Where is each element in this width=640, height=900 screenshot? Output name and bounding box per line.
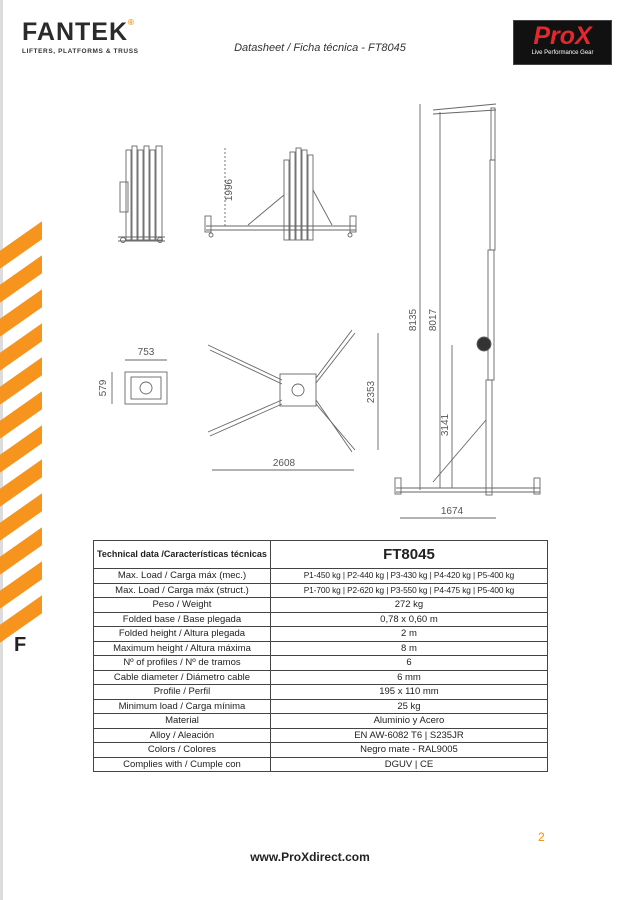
dim-folded-depth: 579 [98, 379, 109, 397]
row-value: 2 m [270, 627, 547, 642]
folded-front-view [118, 146, 165, 243]
row-label: Nº of profiles / Nº de tramos [94, 656, 271, 671]
table-row [94, 569, 548, 584]
row-value: 6 mm [270, 670, 547, 685]
dim-min-height: 3141 [440, 413, 451, 437]
dim-max-height: 8017 [428, 308, 439, 332]
row-value: P1-700 kg | P2-620 kg | P3-550 kg | P4-475 kg | P5-400 kg [270, 583, 547, 598]
row-value: Aluminio y Acero [270, 714, 547, 729]
table-row [94, 641, 548, 656]
table-row [94, 743, 548, 758]
section-letter: F [14, 634, 27, 656]
table-header-label: Technical data /Características técnicas [94, 541, 271, 569]
row-label: Material [94, 714, 271, 729]
row-value: EN AW-6082 T6 | S235JR [270, 728, 547, 743]
table-row [94, 757, 548, 772]
brand-tagline: LIFTERS, PLATFORMS & TRUSS [22, 48, 139, 55]
table-row [94, 583, 548, 598]
table-row [94, 699, 548, 714]
row-value: Negro mate - RAL9005 [270, 743, 547, 758]
spec-table [93, 540, 548, 772]
table-header-row [94, 541, 548, 569]
table-row [94, 656, 548, 671]
row-value: 272 kg [270, 598, 547, 613]
page-number: 2 [538, 830, 545, 844]
prox-logo-text: ProX [533, 22, 592, 50]
dim-outrigger-width: 2608 [272, 458, 296, 469]
row-label: Colors / Colores [94, 743, 271, 758]
table-row [94, 714, 548, 729]
document-title: Datasheet / Ficha técnica - FT8045 [234, 42, 406, 54]
table-row [94, 670, 548, 685]
brand-registered-mark: ® [128, 18, 135, 27]
row-label: Maximum height / Altura máxima [94, 641, 271, 656]
row-value: 6 [270, 656, 547, 671]
row-label: Folded base / Base plegada [94, 612, 271, 627]
dim-base-width: 1674 [440, 506, 464, 517]
row-label: Max. Load / Carga máx (mec.) [94, 569, 271, 584]
brand-name: FANTEK [22, 18, 128, 46]
row-label: Peso / Weight [94, 598, 271, 613]
row-value: DGUV | CE [270, 757, 547, 772]
side-stripes [0, 222, 42, 642]
outrigger-plan-view [208, 330, 378, 470]
row-label: Alloy / Aleación [94, 728, 271, 743]
row-label: Cable diameter / Diámetro cable [94, 670, 271, 685]
extended-elevation-view [395, 104, 540, 518]
table-row [94, 627, 548, 642]
folded-side-view [205, 148, 356, 240]
row-value: 8 m [270, 641, 547, 656]
row-label: Max. Load / Carga máx (struct.) [94, 583, 271, 598]
prox-logo [513, 20, 612, 65]
folded-plan-view [112, 360, 167, 404]
row-value: 0,78 x 0,60 m [270, 612, 547, 627]
dim-outrigger-depth: 2353 [366, 380, 377, 404]
footer-url[interactable]: www.ProXdirect.com [250, 850, 370, 864]
row-value: P1-450 kg | P2-440 kg | P3-430 kg | P4-420 kg | P5-400 kg [270, 569, 547, 584]
row-label: Folded height / Altura plegada [94, 627, 271, 642]
dim-folded-height: 1996 [224, 178, 235, 202]
row-label: Profile / Perfil [94, 685, 271, 700]
table-row [94, 598, 548, 613]
table-row [94, 728, 548, 743]
dim-total-height: 8135 [408, 308, 419, 332]
row-value: 25 kg [270, 699, 547, 714]
row-value: 195 x 110 mm [270, 685, 547, 700]
dim-folded-width: 753 [137, 347, 155, 358]
prox-logo-tagline: Live Performance Gear [531, 50, 594, 56]
table-row [94, 685, 548, 700]
row-label: Minimum load / Carga mínima [94, 699, 271, 714]
row-label: Complies with / Cumple con [94, 757, 271, 772]
table-header-model: FT8045 [270, 541, 547, 569]
table-row [94, 612, 548, 627]
